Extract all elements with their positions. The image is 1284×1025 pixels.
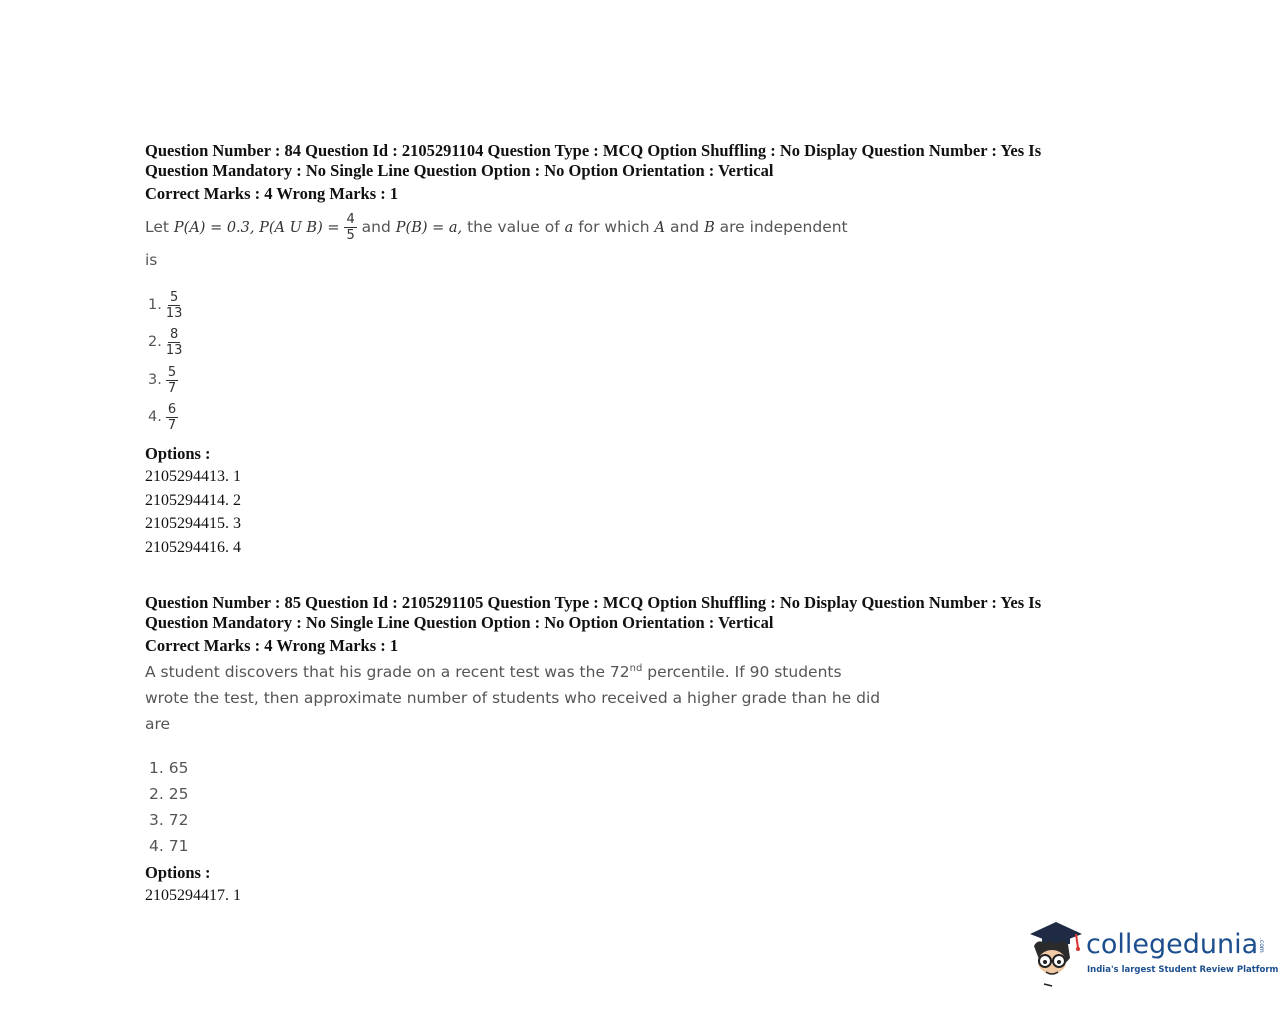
q84-option-4: 2105294416. 4 — [145, 539, 241, 556]
q84-choice-2 — [148, 328, 182, 357]
q84-is: is — [145, 251, 158, 269]
q85-choice-1: 1. 65 — [149, 759, 189, 777]
q84-meta — [145, 141, 1105, 181]
q84-frac-num: 4 — [346, 212, 355, 227]
q84-options-heading: Options : — [145, 444, 211, 463]
choice-label: 4. — [148, 409, 162, 426]
q84-and2: and — [669, 218, 700, 236]
q84-option-2: 2105294414. 2 — [145, 492, 241, 509]
collegedunia-tagline: India's largest Student Review Platform — [1087, 965, 1279, 975]
q84-value-of: the value of — [467, 218, 560, 236]
q84-independent: are independent — [719, 218, 848, 236]
q84-meta-line1: Question Number : 84 Question Id : 2105291104 Question Type : MCQ Option Shuffling : No Display Question Number : Yes Is — [145, 141, 1042, 160]
q85-option-1: 2105294417. 1 — [145, 887, 241, 904]
choice-den: 13 — [165, 343, 183, 358]
q85-line2: wrote the test, then approximate number of students who received a higher grade than he did — [145, 689, 881, 707]
q85-line1-sup: nd — [629, 663, 643, 674]
q85-options-heading: Options : — [145, 863, 211, 882]
q84-question-text — [145, 207, 848, 248]
collegedunia-mascot-icon — [1024, 918, 1086, 988]
choice-den: 7 — [167, 418, 177, 433]
q84-choice-1 — [148, 291, 182, 320]
q85-choice-2: 2. 25 — [149, 785, 189, 803]
q84-var-A: A — [654, 220, 666, 236]
choice-fraction — [166, 403, 178, 432]
q85-line1-a: A student discovers that his grade on a recent test was the 72 — [145, 663, 630, 682]
choice-den: 7 — [167, 381, 177, 396]
q85-choice-3: 3. 72 — [149, 811, 189, 829]
q85-choice-4: 4. 71 — [149, 837, 189, 855]
q85-line3: are — [145, 715, 171, 733]
q84-frac-den: 5 — [346, 228, 355, 243]
q84-var-a: a — [564, 220, 574, 236]
q84-marks: Correct Marks : 4 Wrong Marks : 1 — [145, 184, 399, 203]
q85-marks: Correct Marks : 4 Wrong Marks : 1 — [145, 636, 399, 655]
q84-expr2: P(B) = a, — [395, 220, 463, 236]
q84-option-3: 2105294415. 3 — [145, 515, 241, 532]
choice-fraction — [166, 328, 183, 357]
q85-meta-line1: Question Number : 85 Question Id : 2105291105 Question Type : MCQ Option Shuffling : No Display Question Number : Yes Is — [145, 593, 1042, 612]
q84-and: and — [361, 218, 391, 236]
q85-line1-b: percentile. If 90 students — [642, 663, 842, 682]
q84-let: Let — [145, 218, 169, 236]
q84-choice-4 — [148, 403, 178, 432]
q84-choice-3 — [148, 366, 178, 395]
choice-label: 1. — [148, 297, 162, 314]
q85-meta — [145, 593, 1105, 633]
q84-for-which: for which — [578, 218, 650, 236]
q84-option-1: 2105294413. 1 — [145, 468, 241, 485]
choice-num: 5 — [167, 365, 177, 380]
q85-line1 — [145, 663, 842, 681]
q84-meta-line2: Question Mandatory : No Single Line Question Option : No Option Orientation : Vertical — [145, 161, 774, 180]
q85-meta-line2: Question Mandatory : No Single Line Question Option : No Option Orientation : Vertical — [145, 613, 774, 632]
choice-fraction — [166, 366, 178, 395]
choice-label: 3. — [148, 372, 162, 389]
choice-den: 13 — [165, 306, 183, 321]
q84-var-B: B — [704, 220, 715, 236]
q84-expr1: P(A) = 0.3, P(A U B) = — [173, 220, 340, 236]
q84-fraction — [344, 213, 356, 242]
choice-num: 8 — [169, 327, 179, 342]
choice-num: 6 — [167, 402, 177, 417]
choice-fraction — [166, 291, 183, 320]
choice-label: 2. — [148, 334, 162, 351]
logo-name: collegedunia — [1086, 929, 1259, 960]
logo-tld: .com — [1258, 938, 1266, 953]
choice-num: 5 — [169, 290, 179, 305]
collegedunia-logo-text — [1086, 929, 1265, 960]
